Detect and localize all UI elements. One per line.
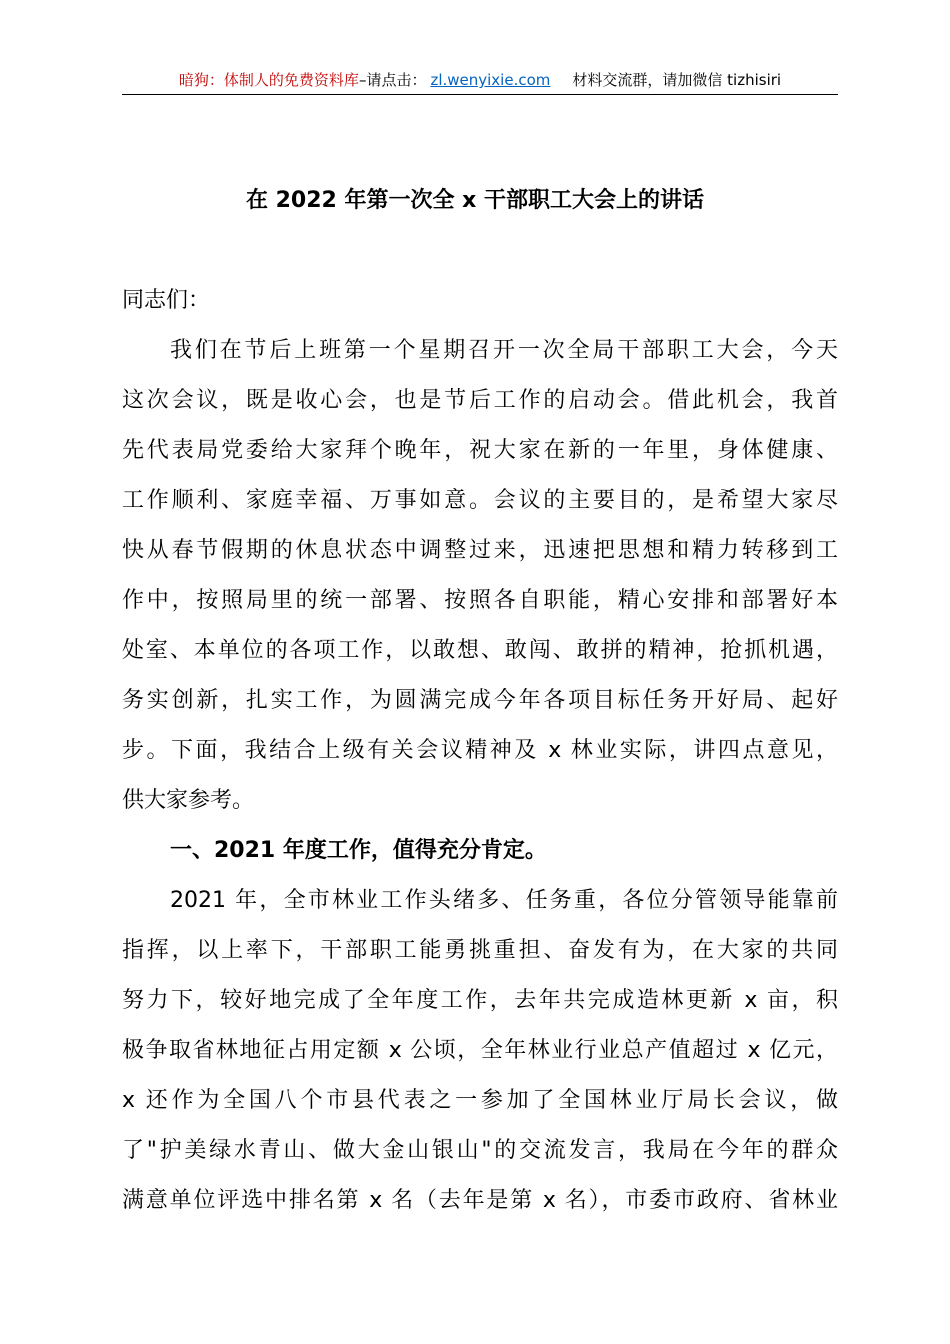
body-line: 极争取省林地征占用定额 x 公顷，全年林业行业总产值超过 x 亿元， [122, 1038, 838, 1063]
header-brand: 暗狗：体制人的免费资料库 [178, 71, 359, 89]
body-line: 供大家参考。 [122, 788, 255, 813]
body-line: 我们在节后上班第一个星期召开一次全局干部职工大会，今天 [170, 338, 838, 363]
header-link[interactable]: zl.wenyixie.com [430, 71, 551, 89]
body-line: 满意单位评选中排名第 x 名（去年是第 x 名），市委市政府、省林业 [122, 1188, 838, 1213]
body-line: 先代表局党委给大家拜个晚年，祝大家在新的一年里，身体健康、 [122, 438, 838, 463]
body-line: 努力下，较好地完成了全年度工作，去年共完成造林更新 x 亩，积 [122, 988, 838, 1013]
body-line: 指挥，以上率下，干部职工能勇挑重担、奋发有为，在大家的共同 [122, 938, 838, 963]
body-line: 这次会议，既是收心会，也是节后工作的启动会。借此机会，我首 [122, 388, 838, 413]
body-line: 作中，按照局里的统一部署、按照各自职能，精心安排和部署好本 [122, 588, 838, 613]
section-heading: 一、2021 年度工作，值得充分肯定。 [170, 838, 547, 863]
body-line: 快从春节假期的休息状态中调整过来，迅速把思想和精力转移到工 [122, 538, 838, 563]
body-line: 步。下面，我结合上级有关会议精神及 x 林业实际，讲四点意见， [122, 738, 838, 763]
body-line: 2021 年，全市林业工作头绪多、任务重，各位分管领导能靠前 [170, 888, 838, 913]
body-line: 务实创新，扎实工作，为圆满完成今年各项目标任务开好局、起好 [122, 688, 838, 713]
body-line: 了"护美绿水青山、做大金山银山"的交流发言，我局在今年的群众 [122, 1138, 838, 1163]
header-prompt: –请点击： [358, 71, 427, 89]
page-header [122, 66, 838, 95]
body-line: x 还作为全国八个市县代表之一参加了全国林业厅局长会议，做 [122, 1088, 838, 1113]
body-line: 工作顺利、家庭幸福、万事如意。会议的主要目的，是希望大家尽 [122, 488, 838, 513]
header-wechat-note: 材料交流群，请加微信 tizhisiri [572, 71, 782, 89]
salutation: 同志们： [122, 288, 211, 313]
document-title: 在 2022 年第一次全 x 干部职工大会上的讲话 [245, 188, 705, 213]
body-line: 处室、本单位的各项工作，以敢想、敢闯、敢拼的精神，抢抓机遇， [122, 638, 838, 663]
